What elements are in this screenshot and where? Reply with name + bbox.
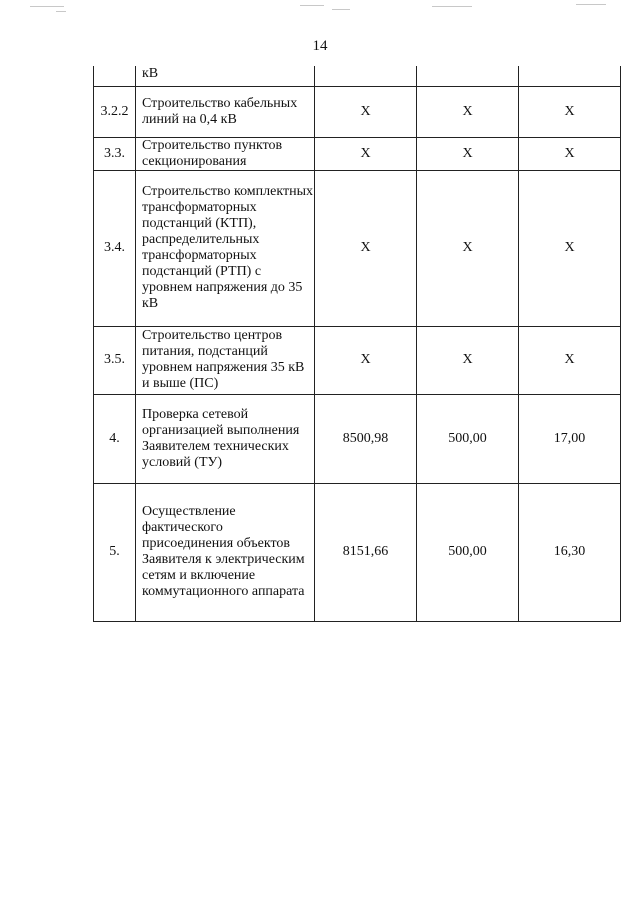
value-cell-3: X [519, 137, 621, 170]
row-description-cell: Проверка сетевой организацией выполнения Заявителем технических условий (ТУ) [136, 394, 315, 483]
value-cell-1: X [315, 137, 417, 170]
table-row [94, 170, 621, 326]
table-row [94, 137, 621, 170]
value-cell-3: X [519, 170, 621, 326]
value-cell-3: 17,00 [519, 394, 621, 483]
value-cell-2: 500,00 [417, 483, 519, 621]
value-cell-2: X [417, 137, 519, 170]
row-number-cell: 3.2.2 [94, 86, 136, 137]
value-cell-1: X [315, 86, 417, 137]
table-row [94, 66, 621, 86]
row-number-cell: 3.5. [94, 326, 136, 394]
table-row [94, 483, 621, 621]
row-number-cell: 3.4. [94, 170, 136, 326]
value-cell-3: X [519, 326, 621, 394]
row-description-cell: Строительство центров питания, подстанций уровнем напряжения 35 кВ и выше (ПС) [136, 326, 315, 394]
row-description-cell: Осуществление фактического присоединения объектов Заявителя к электрическим сетям и включение коммутационного аппарата [136, 483, 315, 621]
value-cell-1: 8151,66 [315, 483, 417, 621]
value-cell-1: X [315, 170, 417, 326]
tariff-table-container [93, 66, 621, 622]
value-cell-1: X [315, 326, 417, 394]
value-cell-3 [519, 66, 621, 86]
table-row [94, 394, 621, 483]
value-cell-3: X [519, 86, 621, 137]
row-number-cell: 4. [94, 394, 136, 483]
value-cell-2: X [417, 326, 519, 394]
value-cell-2 [417, 66, 519, 86]
value-cell-2: X [417, 86, 519, 137]
table-row [94, 326, 621, 394]
row-number-cell: 3.3. [94, 137, 136, 170]
page-number: 14 [312, 38, 328, 54]
row-number-cell: 5. [94, 483, 136, 621]
value-cell-1: 8500,98 [315, 394, 417, 483]
row-description-cell: Строительство пунктов секционирования [136, 137, 315, 170]
table-row [94, 86, 621, 137]
row-description-cell: Строительство кабельных линий на 0,4 кВ [136, 86, 315, 137]
value-cell-3: 16,30 [519, 483, 621, 621]
row-number-cell [94, 66, 136, 86]
tariff-table [93, 66, 621, 622]
value-cell-1 [315, 66, 417, 86]
value-cell-2: X [417, 170, 519, 326]
scan-artifacts [0, 2, 640, 16]
row-description-cell: кВ [136, 66, 315, 86]
value-cell-2: 500,00 [417, 394, 519, 483]
table-body [94, 66, 621, 621]
row-description-cell: Строительство комплектных трансформаторных подстанций (КТП), распределительных трансформаторных подстанций (РТП) с уровнем напряжения до 35 кВ [136, 170, 315, 326]
